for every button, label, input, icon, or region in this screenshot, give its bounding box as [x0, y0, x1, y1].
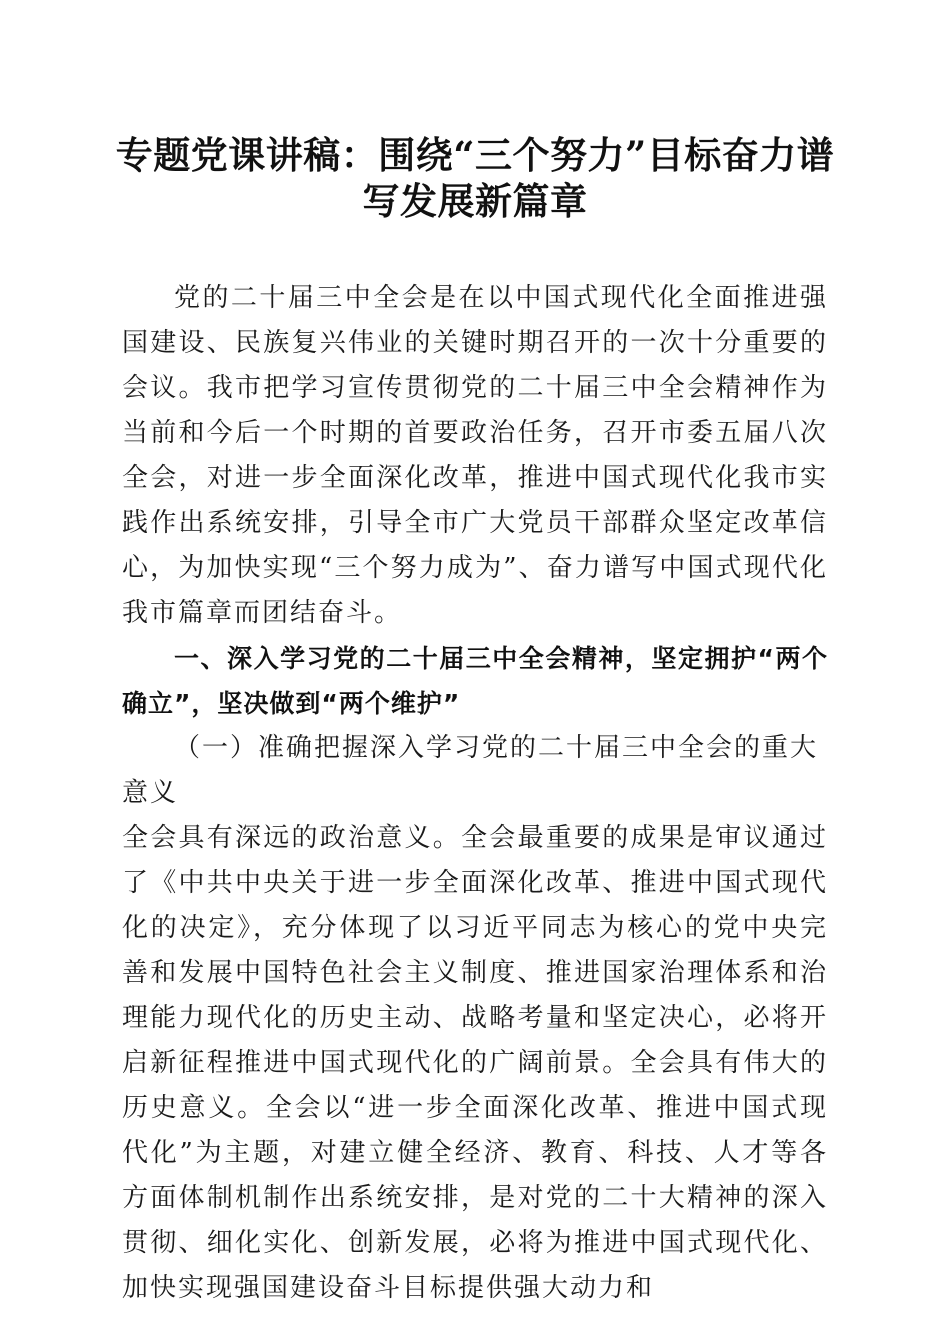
section-1-heading: 一、深入学习党的二十届三中全会精神，坚定拥护“两个确立”，坚决做到“两个维护”	[122, 644, 828, 718]
document-title	[100, 132, 850, 224]
intro-paragraph: 党的二十届三中全会是在以中国式现代化全面推进强国建设、民族复兴伟业的关键时期召开的一次十分重要的会议。我市把学习宣传贯彻党的二十届三中全会精神作为当前和今后一个时期的首要政治任务，召开市委五届八次全会，对进一步全面深化改革，推进中国式现代化我市实践作出系统安排，引导全市广大党员干部群众坚定改革信心，为加快实现“三个努力成为”、奋力谱写中国式现代化我市篇章而团结奋斗。	[122, 283, 828, 628]
title-line-2: 写发展新篇章	[362, 179, 588, 223]
document-body	[122, 276, 828, 1311]
subsection-1-paragraph: 全会具有深远的政治意义。全会最重要的成果是审议通过了《中共中央关于进一步全面深化改革、推进中国式现代化的决定》，充分体现了以习近平同志为核心的党中央完善和发展中国特色社会主义制度、推进国家治理体系和治理能力现代化的历史主动、战略考量和坚定决心，必将开启新征程推进中国式现代化的广阔前景。全会具有伟大的历史意义。全会以“进一步全面深化改革、推进中国式现代化”为主题，对建立健全经济、教育、科技、人才等各方面体制机制作出系统安排，是对党的二十大精神的深入贯彻、细化实化、创新发展，必将为推进中国式现代化、加快实现强国建设奋斗目标提供强大动力和	[122, 823, 828, 1303]
subsection-1-heading: （一）准确把握深入学习党的二十届三中全会的重大意义	[122, 733, 819, 808]
title-line-1: 专题党课讲稿：围绕“三个努力”目标奋力谱	[115, 133, 835, 177]
